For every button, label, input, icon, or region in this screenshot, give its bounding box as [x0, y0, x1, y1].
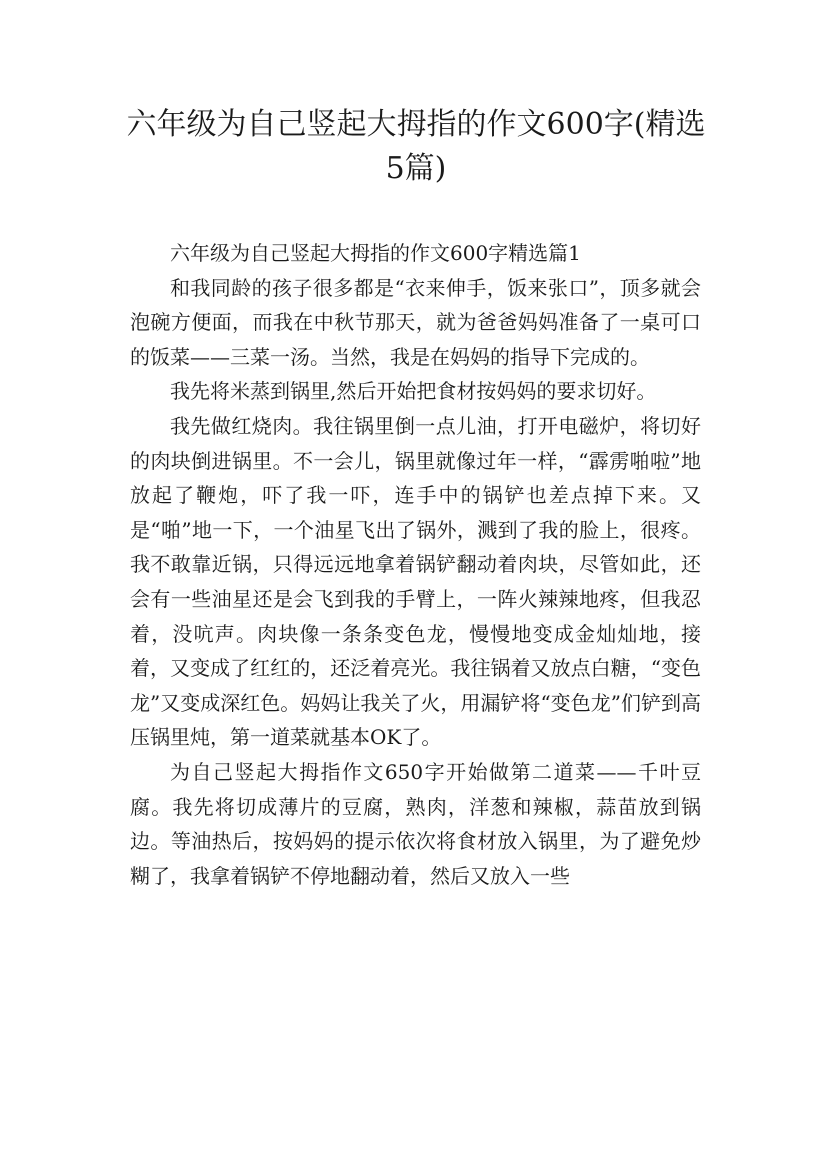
- paragraph: 我先将米蒸到锅里,然后开始把食材按妈妈的要求切好。: [170, 379, 657, 404]
- paragraph: 为自己竖起大拇指作文650字开始做第二道菜——千叶豆腐。我先将切成薄片的豆腐，熟肉，洋葱和辣椒，蒜苗放到锅边。等油热后，按妈妈的提示依次将食材放入锅里，为了避免炒糊了，我拿着锅铲不停地翻动着，然后又放入一些: [130, 759, 701, 888]
- document-title: 六年级为自己竖起大拇指的作文600字(精选5篇): [126, 107, 706, 186]
- document-body: [130, 236, 701, 893]
- paragraph: 和我同龄的孩子很多都是“衣来伸手，饭来张口”，顶多就会泡碗方便面，而我在中秋节那天，就为爸爸妈妈准备了一桌可口的饭菜——三菜一汤。当然，我是在妈妈的指导下完成的。: [130, 275, 701, 369]
- section-heading: 六年级为自己竖起大拇指的作文600字精选篇1: [170, 241, 581, 265]
- paragraph: 我先做红烧肉。我往锅里倒一点儿油，打开电磁炉，将切好的肉块倒进锅里。不一会儿，锅里就像过年一样，“霹雳啪啦”地放起了鞭炮，吓了我一吓，连手中的锅铲也差点掉下来。又是“啪”地一下，一个油星飞出了锅外，溅到了我的脸上，很疼。我不敢靠近锅，只得远远地拿着锅铲翻动着肉块，尽管如此，还会有一些油星还是会飞到我的手臂上，一阵火辣辣地疼，但我忍着，没吭声。肉块像一条条变色龙，慢慢地变成金灿灿地，接着，又变成了红红的，还泛着亮光。我往锅着又放点白糖，“变色龙”又变成深红色。妈妈让我关了火，用漏铲将“变色龙”们铲到高压锅里炖，第一道菜就基本OK了。: [130, 413, 701, 750]
